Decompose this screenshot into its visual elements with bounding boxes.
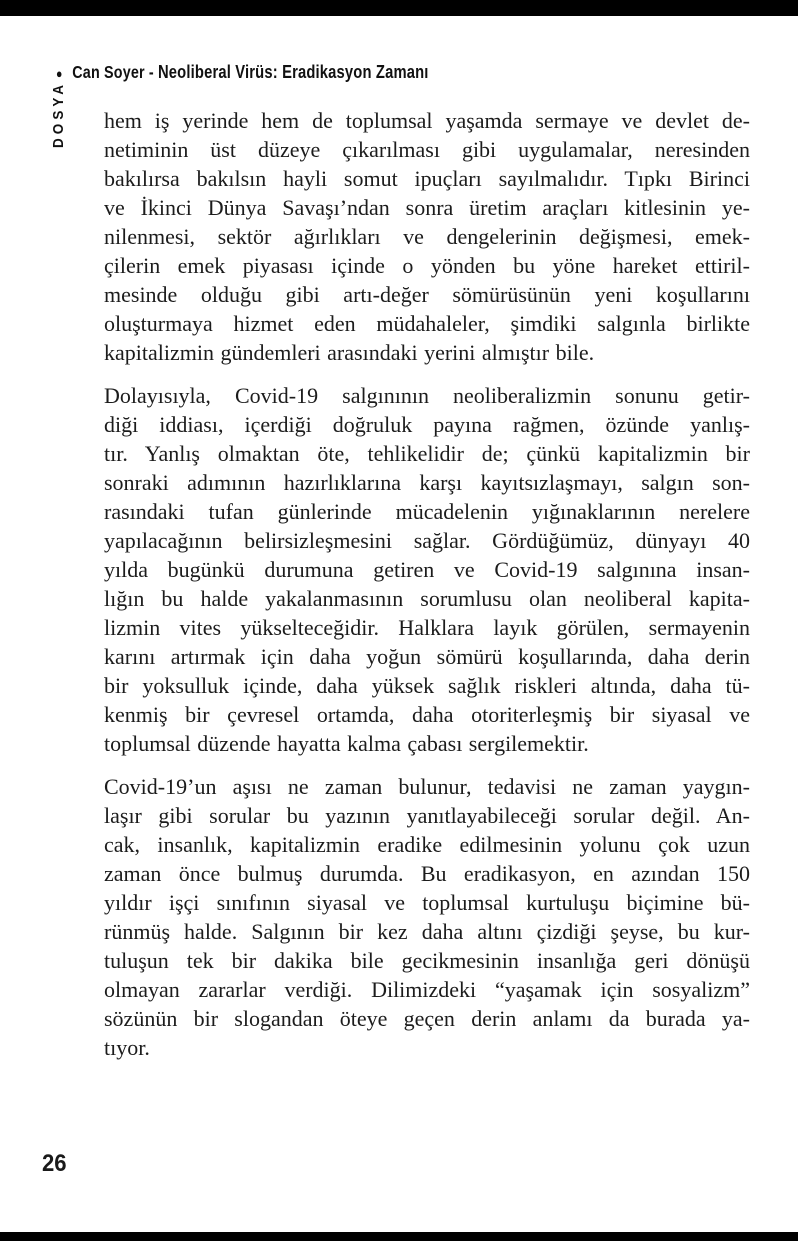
author-label: Can Soyer - <box>72 62 158 82</box>
text-line: Dolayısıyla, Covid-19 salgınının neoliberalizmin sonunu getir- <box>104 383 750 408</box>
text-line: bakılırsa bakılsın hayli somut ipuçları sayılmalıdır. Tıpkı Birinci <box>104 166 750 191</box>
text-line: rasındaki tufan günlerinde mücadelenin yığınaklarının nerelere <box>104 499 750 524</box>
text-line: bir yoksulluk içinde, daha yüksek sağlık riskleri altında, daha tü- <box>104 673 750 698</box>
paragraph <box>104 106 750 367</box>
text-line: karını artırmak için daha yoğun sömürü koşullarında, daha derin <box>104 644 750 669</box>
text-line: tır. Yanlış olmaktan öte, tehlikelidir de; çünkü kapitalizmin bir <box>104 441 750 466</box>
text-line: tuluşun tek bir dakika bile gecikmesinin insanlığa geri dönüşü <box>104 948 750 973</box>
text-line: hem iş yerinde hem de toplumsal yaşamda sermaye ve devlet de- <box>104 108 750 133</box>
text-line: toplumsal düzende hayatta kalma çabası sergilemektir. <box>104 731 589 756</box>
text-line: diği iddiası, içerdiği doğruluk payına rağmen, özünde yanlış- <box>104 412 750 437</box>
text-line: mesinde olduğu gibi artı-değer sömürüsünün yeni koşullarını <box>104 282 750 307</box>
text-line: olmayan zararlar verdiği. Dilimizdeki “yaşamak için sosyalizm” <box>104 977 750 1002</box>
paragraph <box>104 772 750 1062</box>
article-title: Neoliberal Virüs: Eradikasyon Zamanı <box>157 62 429 82</box>
text-line: netiminin üst düzeye çıkarılması gibi uygulamalar, neresinden <box>104 137 750 162</box>
text-line: oluşturmaya hizmet eden müdahaleler, şimdiki salgınla birlikte <box>104 311 750 336</box>
text-line: cak, insanlık, kapitalizmin eradike edilmesinin yolunu çok uzun <box>104 832 750 857</box>
text-line: ve İkinci Dünya Savaşı’ndan sonra üretim araçları kitlesinin ye- <box>104 195 750 220</box>
running-head-text <box>72 62 428 83</box>
bullet-icon: ● <box>56 66 63 81</box>
text-line: Covid-19’un aşısı ne zaman bulunur, tedavisi ne zaman yaygın- <box>104 774 750 799</box>
text-line: sözünün bir slogandan öteye geçen derin anlamı da burada ya- <box>104 1006 750 1031</box>
text-line: sonraki adımının hazırlıklarına karşı kayıtsızlaşmayı, salgın son- <box>104 470 750 495</box>
bottom-edge-bar <box>0 1232 798 1241</box>
text-line: tıyor. <box>104 1035 150 1060</box>
text-line: laşır gibi sorular bu yazının yanıtlayabileceği sorular değil. An- <box>104 803 750 828</box>
text-line: yılda bugünkü durumuna getiren ve Covid-19 salgınına insan- <box>104 557 750 582</box>
text-line: nilenmesi, sektör ağırlıkları ve dengelerinin değişmesi, emek- <box>104 224 750 249</box>
text-line: kapitalizmin gündemleri arasındaki yerini almıştır bile. <box>104 340 595 365</box>
text-line: yapılacağının belirsizleşmesini sağlar. Gördüğümüz, dünyayı 40 <box>104 528 750 553</box>
text-line: zaman önce bulmuş durumda. Bu eradikasyon, en azından 150 <box>104 861 750 886</box>
paragraph <box>104 381 750 758</box>
text-line: çilerin emek piyasası içinde o yönden bu yöne hareket ettiril- <box>104 253 750 278</box>
top-edge-bar <box>0 0 798 16</box>
body-text <box>104 106 750 1076</box>
running-head <box>56 62 429 83</box>
text-line: lizmin vites yükselteceğidir. Halklara layık görülen, sermayenin <box>104 615 750 640</box>
text-line: rünmüş halde. Salgının bir kez daha altını çizdiği şeyse, bu kur- <box>104 919 750 944</box>
text-line: lığın bu halde yakalanmasının sorumlusu olan neoliberal kapita- <box>104 586 750 611</box>
text-line: kenmiş bir çevresel ortamda, daha otoriterleşmiş bir siyasal ve <box>104 702 750 727</box>
page-number: 26 <box>42 1150 67 1177</box>
section-label-dosya: DOSYA <box>50 80 67 148</box>
text-line: yıldır işçi sınıfının siyasal ve toplumsal kurtuluşu biçimine bü- <box>104 890 750 915</box>
